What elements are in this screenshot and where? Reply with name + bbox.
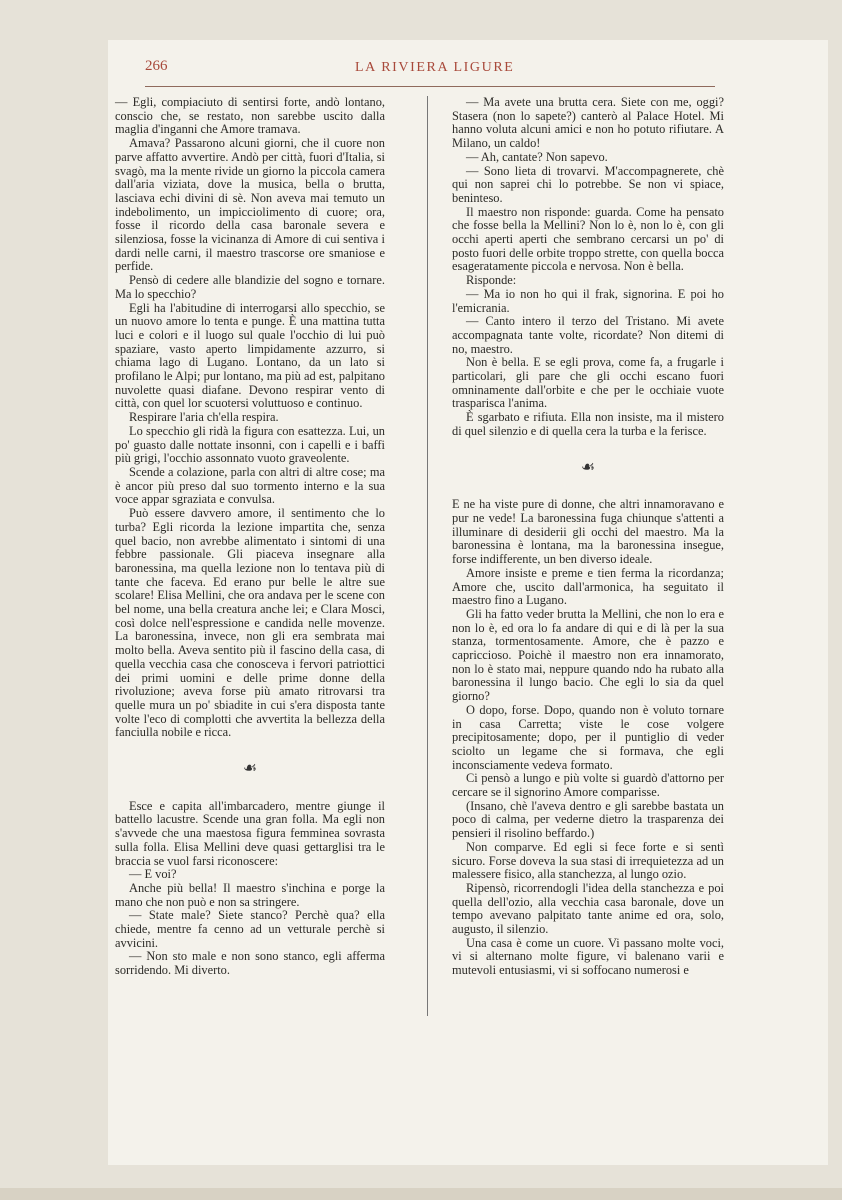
right-section-2 <box>452 498 724 978</box>
paragraph: Amava? Passarono alcuni giorni, che il cuore non parve affatto avvertire. Andò per città, fuori d'Italia, si svagò, ma la mente rivide un giorno la piccola camera dall'aria viziata, dove la musica, bella o brutta, lasciava echi divini di sè. Non aveva mai temuto un indebolimento, un impicciolimento di cuore; ora, fosse il ricordo della casa baronale severa e silenziosa, fosse la vicinanza di Amore di cui sentiva i dardi nelle carni, il maestro trascorse ore smaniose e perfide. <box>115 136 385 274</box>
paragraph: — Sono lieta di trovarvi. M'accompagnerete, chè qui non saprei chi lo potrebbe. Se non vi spiace, beninteso. <box>452 163 724 205</box>
right-column <box>452 96 724 978</box>
paragraph: Risponde: <box>466 273 517 288</box>
paragraph: E ne ha viste pure di donne, che altri innamoravano e pur ne vede! La baronessina fuga chiunque s'attenti a illuminare di desiderii gli occhi del maestro. Ma la baronessina è lontana, ma la baronessina insegue, forse indifferente, un ben diverso ideale. <box>452 497 724 567</box>
right-section-1 <box>452 96 724 439</box>
paragraph: Non comparve. Ed egli si fece forte e si sentì sicuro. Forse doveva la sua stasi di irrequietezza ad un malessere fisico, alla stanchezza, al lungo ozio. <box>452 839 724 882</box>
paragraph: Ripensò, ricorrendogli l'idea della stanchezza e poi quella dell'ozio, alla vecchia casa baronale, dove un tempo avevano palpitato tante anime ed ora, solo, augusto, il silenzio. <box>452 880 724 937</box>
running-head <box>145 58 795 82</box>
paragraph: — E voi? <box>129 867 177 882</box>
paragraph: Scende a colazione, parla con altri di altre cose; ma è ancor più preso dal suo tormento interno e la sua voce appar sgraziata e convulsa. <box>115 464 385 507</box>
paragraph: Amore insiste e preme e tien ferma la ricordanza; Amore che, uscito dall'armonica, ha seguitato il maestro fino a Lugano. <box>452 565 724 608</box>
section-ornament: ☙ <box>580 458 596 476</box>
journal-title: LA RIVIERA LIGURE <box>355 60 515 75</box>
paragraph: Respirare l'aria ch'ella respira. <box>129 410 279 425</box>
paragraph: Anche più bella! Il maestro s'inchina e porge la mano che non può e non sa stringere. <box>115 880 385 909</box>
paragraph: Ci pensò a lungo e più volte si guardò d'attorno per cercare se il signorino Amore comparisse. <box>452 771 724 800</box>
page-number: 266 <box>145 58 168 74</box>
paragraph: — Ah, cantate? Non sapevo. <box>466 149 608 164</box>
paragraph: Una casa è come un cuore. Vi passano molte voci, vi si alternano molte figure, vi balenano varii e mutevoli entusiasmi, vi si soffocano numerosi e <box>452 935 724 978</box>
paragraph: Pensò di cedere alle blandizie del sogno e tornare. Ma lo specchio? <box>115 273 385 301</box>
header-rule <box>145 86 715 87</box>
paragraph: Il maestro non risponde: guarda. Come ha pensato che fosse bella la Mellini? Non lo è, non lo è, con gli occhi aperti aperti che sembrano cercarsi un po' di posto fuori delle orbite troppo strette, con quella bocca esageratamente piccola e nervosa. Non è bella. <box>452 204 724 274</box>
paragraph: Egli ha l'abitudine di interrogarsi allo specchio, se un nuovo amore lo tenta e punge. È una mattina tutta luci e colori e il luogo sul quale l'occhio di lui può spaziare, vasto aperto limpidamente azzurro, si chiama lago di Lugano. Lontano, da un lato si profilano le Alpi; pur lontano, ma più ad est, palpitano nuvolette quasi diafane. Devono respirar vento di città, con quel lor scuotersi voluttuoso e continuo. <box>115 300 385 411</box>
section-ornament: ☙ <box>242 760 258 778</box>
paragraph: Esce e capita all'imbarcadero, mentre giunge il battello lacustre. Scende una gran folla. Ma egli non s'avvede che una maestosa figura femminea sovrasta sulla folla. Elisa Mellini deve quasi gettarglisi tra le braccia se vuol farsi riconoscere: <box>115 798 385 868</box>
paragraph: Può essere davvero amore, il sentimento che lo turba? Egli ricorda la lezione impartita che, senza quel bacio, non avrebbe alimentato i sintomi di una febbre passionale. Gli piaceva insegnare alla baronessina, ma quella lezione non lo tentava più di tante che faceva. Ed erano pur belle le altre sue scolare! Elisa Mellini, che ora andava per le scene con bel nome, una bella creatura anche lei; e Clara Mosci, così dolce nell'espressione e candida nelle movenze. La baronessina, invece, non gli era sembrata mai molto bella. Aveva sentito più il fascino della casa, di quella vecchia casa che conosceva i fervori patriottici dei primi uomini e delle prime donne della rivoluzione; aveva forse più amato ritrovarsi tra quelle mura un po' sbiadite in cui s'era disposta tante volte l'eco di complotti che avvertita la bellezza della fanciulla nobile e ricca. <box>115 506 385 740</box>
left-column <box>115 96 385 978</box>
paragraph: — Ma io non ho qui il frak, signorina. E poi ho l'emicrania. <box>452 286 724 315</box>
paragraph: — Non sto male e non sono stanco, egli afferma sorridendo. Mi diverto. <box>115 949 385 978</box>
paragraph: Non è bella. E se egli prova, come fa, a frugarle i particolari, gli pare che gli occhi escano fuori omninamente dall'orbite e che per le occhiaie vuote trasparisca l'anima. <box>452 355 724 411</box>
left-section-1 <box>115 96 385 740</box>
left-section-2 <box>115 800 385 978</box>
paragraph: (Insano, chè l'aveva dentro e gli sarebbe bastata un poco di calma, per vederne dietro la trasparenza dei pensieri il risolino beffardo.) <box>452 798 724 841</box>
paragraph: O dopo, forse. Dopo, quando non è voluto tornare in casa Carretta; viste le cose volgere precipitosamente; dopo, per il puntiglio di veder sciolto un legame che si formava, che egli inconsciamente vedeva formato. <box>452 702 724 772</box>
column-divider <box>427 96 428 1016</box>
paragraph: Gli ha fatto veder brutta la Mellini, che non lo era e non lo è, ed ora lo fa andare di qui e di là per la sua stanza, tormentosamente. Amore, che è pazzo e capriccioso. Poichè il maestro non era innamorato, non lo è stato mai, neppure quando ndo ha rubato alla baronessina il lungo bacio. Che egli lo sia da quel giorno? <box>452 606 724 704</box>
paragraph: — Ma avete una brutta cera. Siete con me, oggi? Stasera (non lo sapete?) canterò al Palace Hotel. Mi hanno voluta alcuni amici e non ho potuto rifiutare. A Milano, un caldo! <box>452 95 724 151</box>
paragraph: — State male? Siete stanco? Perchè qua? ella chiede, mentre fa cenno ad un vetturale perchè si avvicini. <box>115 908 385 950</box>
paragraph: È sgarbato e rifiuta. Ella non insiste, ma il mistero di quel silenzio e di quella cera la turba e la ferisce. <box>452 410 724 438</box>
paragraph: — Canto intero il terzo del Tristano. Mi avete accompagnata tante volte, ricordate? Non ditemi di no, maestro. <box>452 314 724 356</box>
paragraph: — Egli, compiaciuto di sentirsi forte, andò lontano, conscio che, se restato, non sarebbe uscito dalla maglia d'inganni che Amore tramava. <box>115 95 385 137</box>
scan-bottom-edge <box>0 1188 842 1200</box>
paragraph: Lo specchio gli ridà la figura con esattezza. Lui, un po' guasto dalle nottate insonni, con i capelli e i baffi più grigi, l'occhio assonnato vuoto graveolente. <box>115 423 385 466</box>
